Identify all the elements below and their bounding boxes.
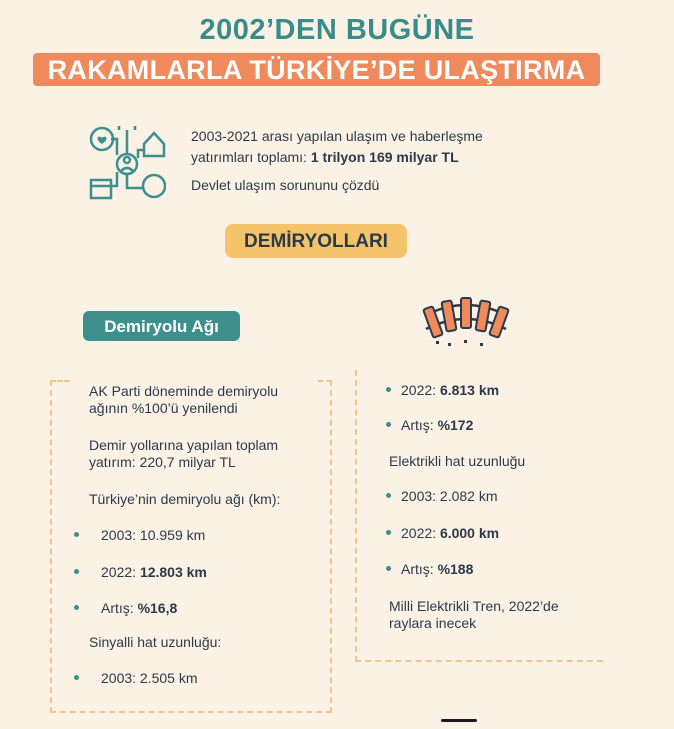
right-bullet-4-value: 6.000 km <box>439 525 500 541</box>
right-bullet-2-value: %172 <box>437 417 474 433</box>
left-column-frame <box>50 380 332 713</box>
right-bullet-4-prefix: 2022: <box>401 525 440 541</box>
left-column-frame-top-left <box>50 380 70 382</box>
left-bullet-3-value: %16,8 <box>137 600 178 616</box>
left-bullet-1: 2003: 10.959 km <box>101 527 206 543</box>
left-bullet-2-value: 12.803 km <box>139 564 207 580</box>
left-bullet-3 <box>101 599 177 617</box>
bullet-dot <box>386 566 391 571</box>
intro-line-1: 2003-2021 arası yapılan ulaşım ve haberleşme <box>191 128 483 144</box>
bullet-dot <box>386 387 391 392</box>
left-paragraph-1-line-2: ağının %100’ü yenilendi <box>89 400 238 416</box>
right-bullet-1-prefix: 2022: <box>401 382 440 398</box>
left-bullet-4: 2003: 2.505 km <box>101 670 198 686</box>
right-paragraph-1: Elektrikli hat uzunluğu <box>389 453 526 469</box>
right-bullet-5-prefix: Artış: <box>401 561 438 577</box>
bullet-dot <box>386 493 391 498</box>
right-bullet-5-value: %188 <box>437 561 474 577</box>
right-bullet-2 <box>401 416 473 434</box>
bullet-dot <box>74 569 79 574</box>
left-paragraph-4: Sinyalli hat uzunluğu: <box>89 634 222 650</box>
right-bullet-1-value: 6.813 km <box>439 382 500 398</box>
left-paragraph-3: Türkiye’nin demiryolu ağı (km): <box>89 491 281 507</box>
intro-total-value: 1 trilyon 169 milyar TL <box>310 149 459 165</box>
section-label-railways: DEMİRYOLLARI <box>225 224 407 258</box>
left-paragraph-1-line-1: AK Parti döneminde demiryolu <box>89 383 279 399</box>
right-bullet-1 <box>401 381 499 399</box>
bullet-dot <box>74 532 79 537</box>
intro-line-3: Devlet ulaşım sorununu çözdü <box>191 177 380 193</box>
railway-track-icon <box>422 293 510 351</box>
left-bullet-3-prefix: Artış: <box>101 600 138 616</box>
right-paragraph-2-line-1: Milli Elektrikli Tren, 2022’de <box>389 598 559 614</box>
right-bullet-2-prefix: Artış: <box>401 417 438 433</box>
left-bullet-2-prefix: 2022: <box>101 564 140 580</box>
scroll-indicator[interactable] <box>441 719 477 722</box>
left-column-frame-top-right <box>318 380 332 382</box>
left-bullet-2 <box>101 563 207 581</box>
page-title: 2002’DEN BUGÜNE <box>199 14 475 46</box>
bullet-dot <box>74 605 79 610</box>
bullet-dot <box>386 530 391 535</box>
bullet-dot <box>74 675 79 680</box>
right-bullet-5 <box>401 560 473 578</box>
left-paragraph-2-line-2: yatırım: 220,7 milyar TL <box>89 454 236 470</box>
connected-network-icon <box>88 124 166 204</box>
subsection-label-railway-network: Demiryolu Ağı <box>83 311 240 341</box>
bullet-dot <box>386 422 391 427</box>
right-bullet-3: 2003: 2.082 km <box>401 488 498 504</box>
intro-line-2-prefix: yatırımları toplamı: <box>191 149 311 165</box>
right-bullet-4 <box>401 524 499 542</box>
intro-line-2 <box>191 148 459 166</box>
left-paragraph-2-line-1: Demir yollarına yapılan toplam <box>89 437 279 453</box>
page-subtitle: RAKAMLARLA TÜRKİYE’DE ULAŞTIRMA <box>47 55 586 85</box>
right-paragraph-2-line-2: raylara inecek <box>389 615 477 631</box>
